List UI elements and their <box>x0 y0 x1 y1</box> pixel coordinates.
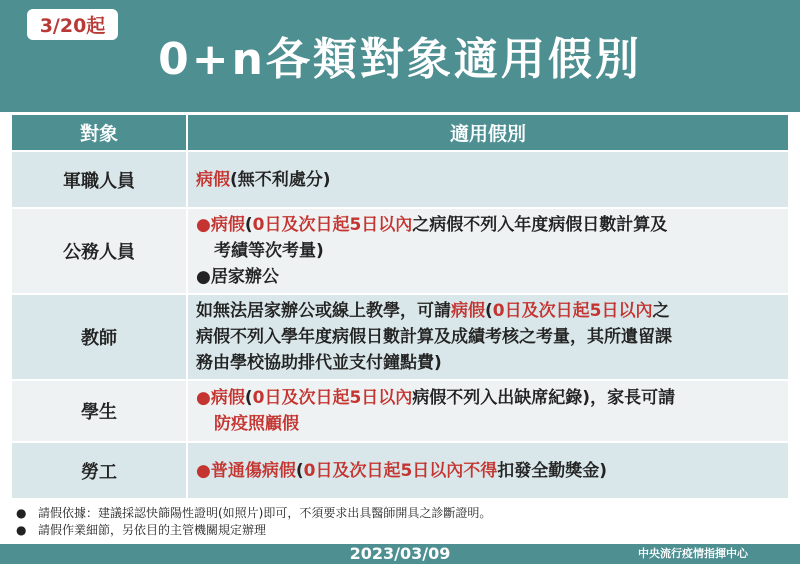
row-target: 軍職人員 <box>12 152 188 207</box>
text-line: 考績等次考量) <box>214 241 324 261</box>
text-fragment: 之病假不列入年度病假日數計算及 <box>412 215 668 235</box>
text-fragment: 扣發全勤獎金) <box>497 460 608 481</box>
footnotes <box>16 505 491 539</box>
bullet-icon: ● <box>196 267 211 287</box>
date-badge: 3/20起 <box>27 9 118 40</box>
row-leave <box>188 152 788 207</box>
header-col-leave: 適用假別 <box>449 123 526 145</box>
footnote-item <box>16 505 491 522</box>
page-title: 0+n各類對象適用假別 <box>158 34 642 85</box>
text-line: 病假不列入學年度病假日數計算及成績考核之考量，其所遺留課 <box>196 327 672 347</box>
row-leave <box>188 295 788 379</box>
bullet-icon: ● <box>196 215 211 235</box>
leave-period: 0日及次日起5日以內 <box>252 388 413 408</box>
leave-type: 病假 <box>196 169 230 190</box>
leave-period: 0日及次日起5日以內 <box>252 215 413 235</box>
header-banner <box>0 0 800 112</box>
text-fragment: 之 <box>652 301 670 321</box>
leave-table <box>12 115 788 498</box>
footer-org: 中央流行疫情指揮中心 <box>638 547 748 560</box>
text-fragment: ( <box>485 301 493 321</box>
text-fragment: ( <box>244 215 253 235</box>
bullet-icon: ● <box>196 388 211 408</box>
table-row-teacher <box>12 293 788 379</box>
row-target: 勞工 <box>12 443 188 498</box>
table-header <box>12 115 788 150</box>
table-row-worker <box>12 441 788 498</box>
text-line: 務由學校協助排代並支付鐘點費) <box>196 353 442 373</box>
row-leave <box>188 443 788 498</box>
text-fragment: 居家辦公 <box>210 267 279 287</box>
footnote-text: 請假作業細節，另依目的主管機關規定辦理 <box>38 523 267 537</box>
bullet-icon: ● <box>16 523 27 537</box>
footnote-text: 請假依據：建議採認快篩陽性證明(如照片)即可，不須要求出具醫師開具之診斷證明。 <box>38 506 492 520</box>
leave-type: 病假 <box>210 215 245 235</box>
row-target: 教師 <box>12 295 188 379</box>
leave-note: (無不利處分) <box>230 169 331 190</box>
leave-type: 病假 <box>210 388 245 408</box>
row-target: 學生 <box>12 381 188 441</box>
table-row-military <box>12 150 788 207</box>
row-leave <box>188 381 788 441</box>
leave-type: 防疫照顧假 <box>214 414 299 434</box>
text-fragment: 病假不列入出缺席紀錄)，家長可請 <box>412 388 676 408</box>
footer-date: 2023/03/09 <box>349 544 451 563</box>
text-fragment: 如無法居家辦公或線上教學，可請 <box>196 301 451 321</box>
bullet-icon: ● <box>196 460 211 481</box>
leave-period: 0日及次日起5日以內不得 <box>303 460 498 481</box>
footnote-item <box>16 522 491 539</box>
table-row-civil-servant <box>12 207 788 293</box>
table-row-student <box>12 379 788 441</box>
leave-type: 病假 <box>451 301 485 321</box>
leave-period: 0日及次日起5日以內 <box>492 301 653 321</box>
text-fragment: ( <box>244 388 253 408</box>
bullet-icon: ● <box>16 506 27 520</box>
row-target: 公務人員 <box>12 209 188 293</box>
row-leave <box>188 209 788 293</box>
header-col-target: 對象 <box>12 115 188 150</box>
text-fragment: ( <box>295 460 304 481</box>
leave-type: 普通傷病假 <box>210 460 296 481</box>
footer-bar <box>0 544 800 564</box>
